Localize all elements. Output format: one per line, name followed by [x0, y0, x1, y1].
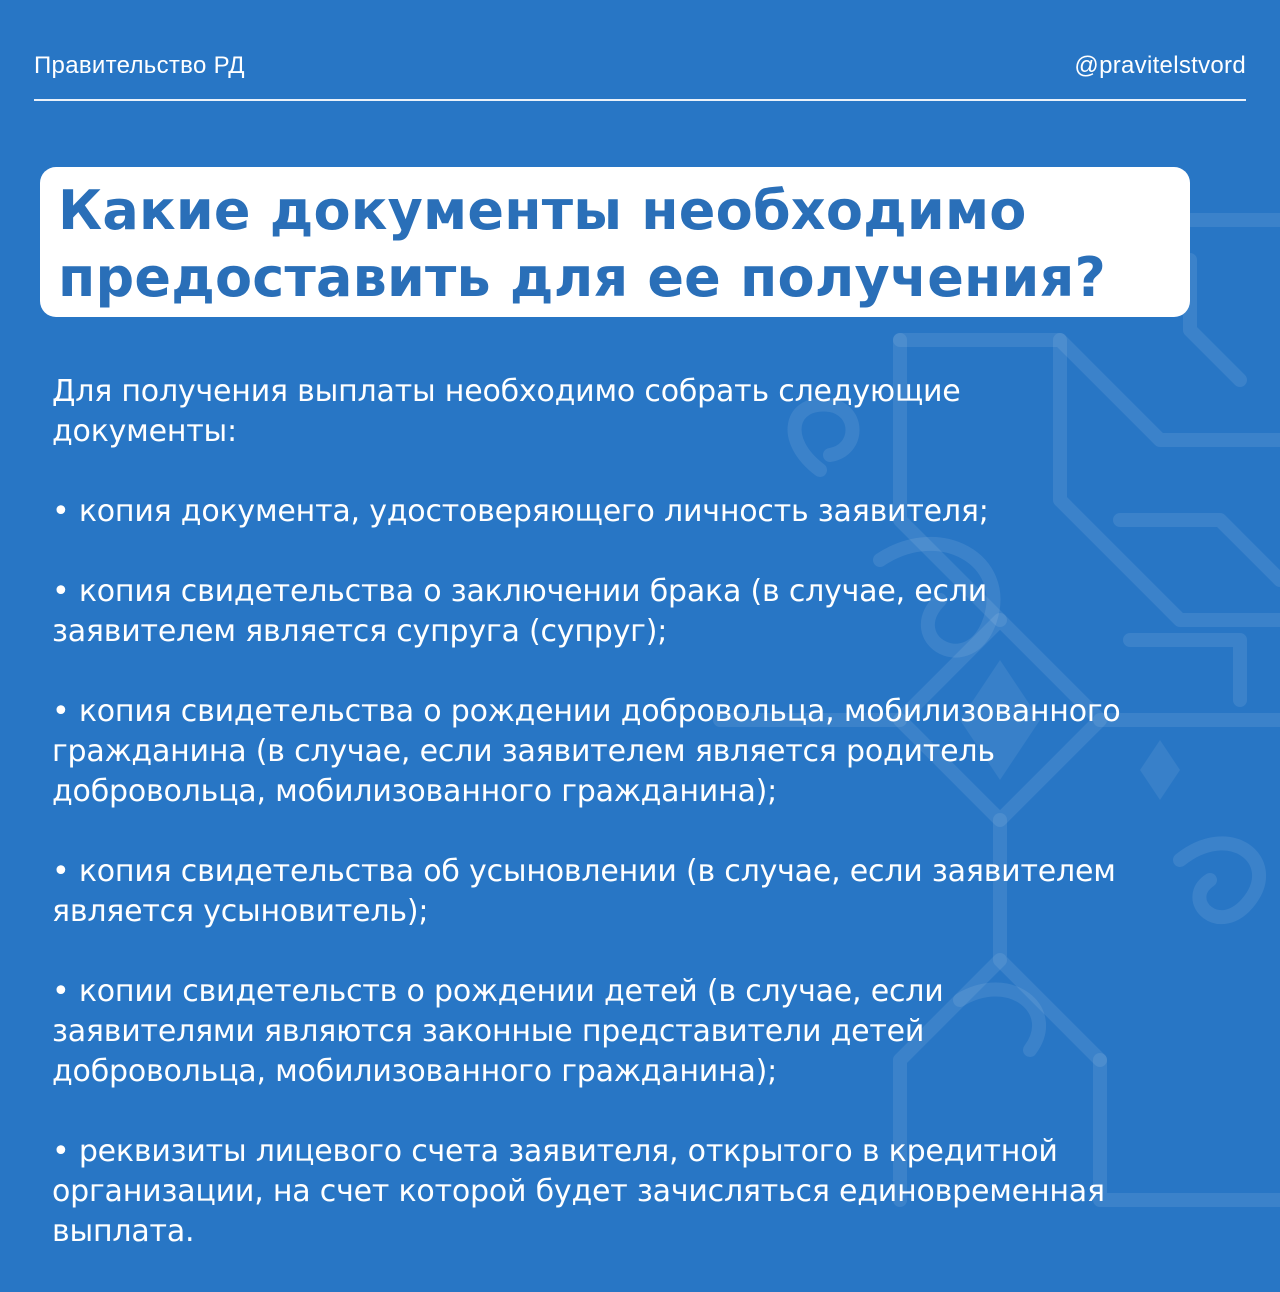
- org-name: Правительство РД: [34, 52, 245, 79]
- title-line-2: предоставить для ее получения?: [58, 246, 1106, 309]
- intro-text: Для получения выплаты необходимо собрать следующие документы:: [52, 374, 961, 449]
- list-item: • копия свидетельства о рождении добровольца, мобилизованного гражданина (в случае, если заявителем является родитель добровольца, мобилизованного гражданина);: [52, 694, 1121, 809]
- social-handle: @pravitelstvord: [1074, 52, 1246, 79]
- list-item: • реквизиты лицевого счета заявителя, открытого в кредитной организации, на счет которой будет зачисляться единовременная выплата.: [52, 1134, 1105, 1249]
- header: [34, 46, 1246, 86]
- document-list: [52, 372, 1252, 1292]
- list-item: • копии свидетельств о рождении детей (в случае, если заявителями являются законные представители детей добровольца, мобилизованного гражданина);: [52, 974, 944, 1089]
- list-item: • копия свидетельства об усыновлении (в случае, если заявителем является усыновитель);: [52, 854, 1116, 929]
- header-divider: [34, 99, 1246, 101]
- list-item: • копия свидетельства о заключении брака (в случае, если заявителем является супруга (супруг);: [52, 574, 988, 649]
- title-card: [40, 167, 1190, 317]
- title-line-1: Какие документы необходимо: [58, 179, 1027, 242]
- page-title: [58, 177, 1172, 311]
- list-item: • копия документа, удостоверяющего личность заявителя;: [52, 494, 989, 529]
